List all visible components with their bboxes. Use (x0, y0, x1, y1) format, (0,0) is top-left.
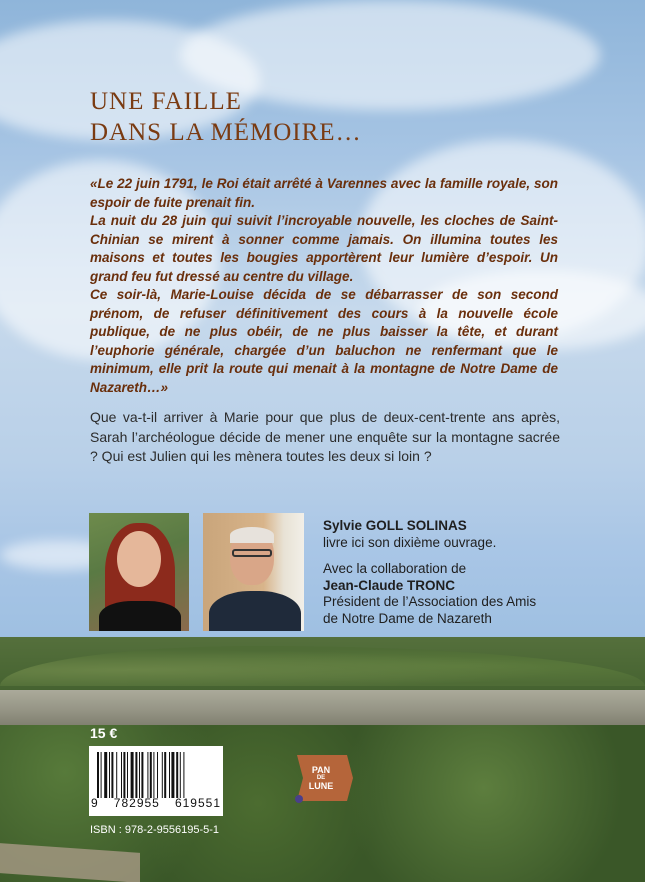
barcode-bar (104, 752, 107, 798)
collaborator-name: Jean-Claude TRONC (323, 577, 456, 593)
barcode-bar (111, 752, 113, 798)
barcode-bar (162, 752, 163, 798)
publisher-logo (291, 751, 353, 805)
hair (230, 527, 274, 543)
collab-intro: Avec la collaboration de (323, 561, 467, 576)
barcode-bar (171, 752, 174, 798)
quote-paragraph: Ce soir-là, Marie-Louise décida de se débarrasser de son second prénom, de refuser définitivement des cours à la nouvelle école publique, de ne plus obéir, de ne plus baisser la tête, et durant l’euphorie générale, chargée d’un baluchon ne renfermant que le minimum, elle prit la route qui menait à la montagne de Notre Dame de Nazareth…» (90, 287, 558, 395)
price-label: 15 € (90, 725, 118, 741)
barcode-bar (150, 752, 152, 798)
book-title (90, 86, 362, 148)
barcode-bar (97, 752, 99, 798)
barcode-bar (147, 752, 148, 798)
barcode-bar (164, 752, 166, 798)
collaborator-photo (203, 513, 304, 631)
author-line: livre ici son dixième ouvrage. (323, 534, 497, 550)
barcode-bar (176, 752, 178, 798)
barcode-bar (135, 752, 137, 798)
barcode-digit-group: 9 (91, 796, 99, 810)
barcode-bar (116, 752, 117, 798)
barcode-bars (97, 752, 215, 798)
glasses (232, 549, 272, 557)
barcode-bar (121, 752, 122, 798)
barcode-bar (141, 752, 143, 798)
collaborator-role: Président de l’Association des Amis (323, 594, 537, 609)
title-line-2: DANS LA MÉMOIRE… (90, 119, 362, 146)
quote-paragraph: «Le 22 juin 1791, le Roi était arrêté à Varennes avec la famille royale, son espoir de fuite prenait fin. (90, 176, 558, 210)
isbn-label: ISBN : 978-2-9556195-5-1 (90, 824, 220, 836)
barcode-bar (101, 752, 102, 798)
barcode-bar (109, 752, 110, 798)
shirt (99, 601, 181, 631)
barcode-bar (153, 752, 154, 798)
quote-paragraph: La nuit du 28 juin qui suivit l’incroyable nouvelle, les cloches de Saint-Chinian se mirent à sonner comme jamais. On illumina toutes les maisons et toutes les bougies apportèrent leur lumière d’espoir. Un grand feu fut dressé au centre du village. (90, 213, 558, 284)
barcode-bar (131, 752, 134, 798)
author-name: Sylvie GOLL SOLINAS (323, 518, 467, 533)
barcode-bar (180, 752, 181, 798)
barcode-bar (139, 752, 140, 798)
excerpt-quote (90, 175, 558, 397)
teaser-question: Que va-t-il arriver à Marie pour que plus de deux-cent-trente ans après, Sarah l’archéologue décide de mener une enquête sur la montagne sacrée ? Qui est Julien qui les mènera toutes les deux si loin ? (90, 409, 560, 464)
author-photo (89, 513, 189, 631)
barcode-digit-group: 782955 (113, 796, 160, 810)
barcode-digits (91, 796, 221, 810)
publisher-name-line-2: LUNE (308, 781, 334, 791)
author-credits (323, 518, 536, 627)
publisher-name-line-1: PAN (311, 765, 331, 775)
publisher-name-small: DE (316, 775, 326, 781)
barcode (89, 746, 223, 816)
barcode-bar (157, 752, 158, 798)
shirt (209, 591, 301, 631)
limestone-cliff (0, 690, 645, 730)
barcode-bar (127, 752, 128, 798)
collaborator-role: de Notre Dame de Nazareth (323, 610, 492, 626)
title-line-1: UNE FAILLE (90, 88, 242, 115)
barcode-bar (169, 752, 170, 798)
barcode-bar (123, 752, 125, 798)
face (117, 531, 161, 587)
barcode-bar (183, 752, 184, 798)
barcode-digit-group: 619551 (174, 796, 221, 810)
